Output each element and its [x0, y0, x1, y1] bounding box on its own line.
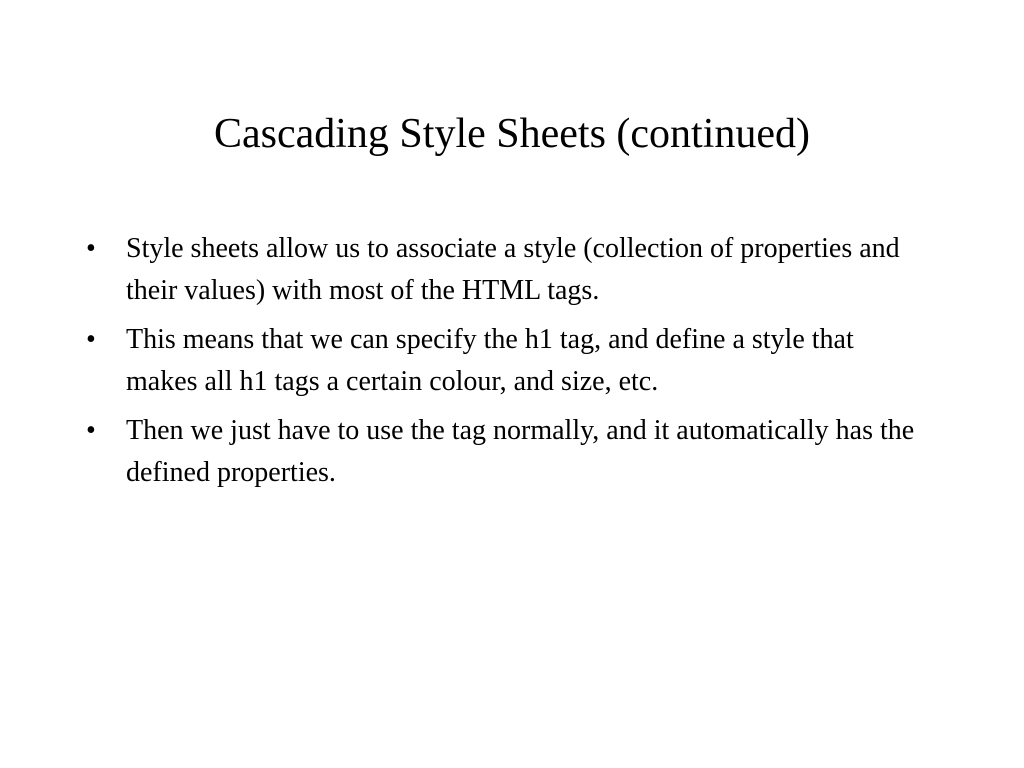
bullet-list	[86, 228, 926, 501]
slide-title: Cascading Style Sheets (continued)	[213, 111, 811, 157]
bullet-text: Style sheets allow us to associate a style (collection of properties and their values) with most of the HTML tags.	[126, 233, 900, 306]
bullet-marker: •	[86, 233, 96, 264]
bullet-item	[86, 319, 926, 403]
bullet-item	[86, 228, 926, 312]
bullet-marker: •	[86, 415, 96, 446]
bullet-item	[86, 410, 926, 494]
bullet-marker: •	[86, 324, 96, 355]
bullet-text: This means that we can specify the h1 tag, and define a style that makes all h1 tags a certain colour, and size, etc.	[126, 324, 854, 397]
bullet-text: Then we just have to use the tag normally, and it automatically has the defined properties.	[126, 415, 915, 488]
